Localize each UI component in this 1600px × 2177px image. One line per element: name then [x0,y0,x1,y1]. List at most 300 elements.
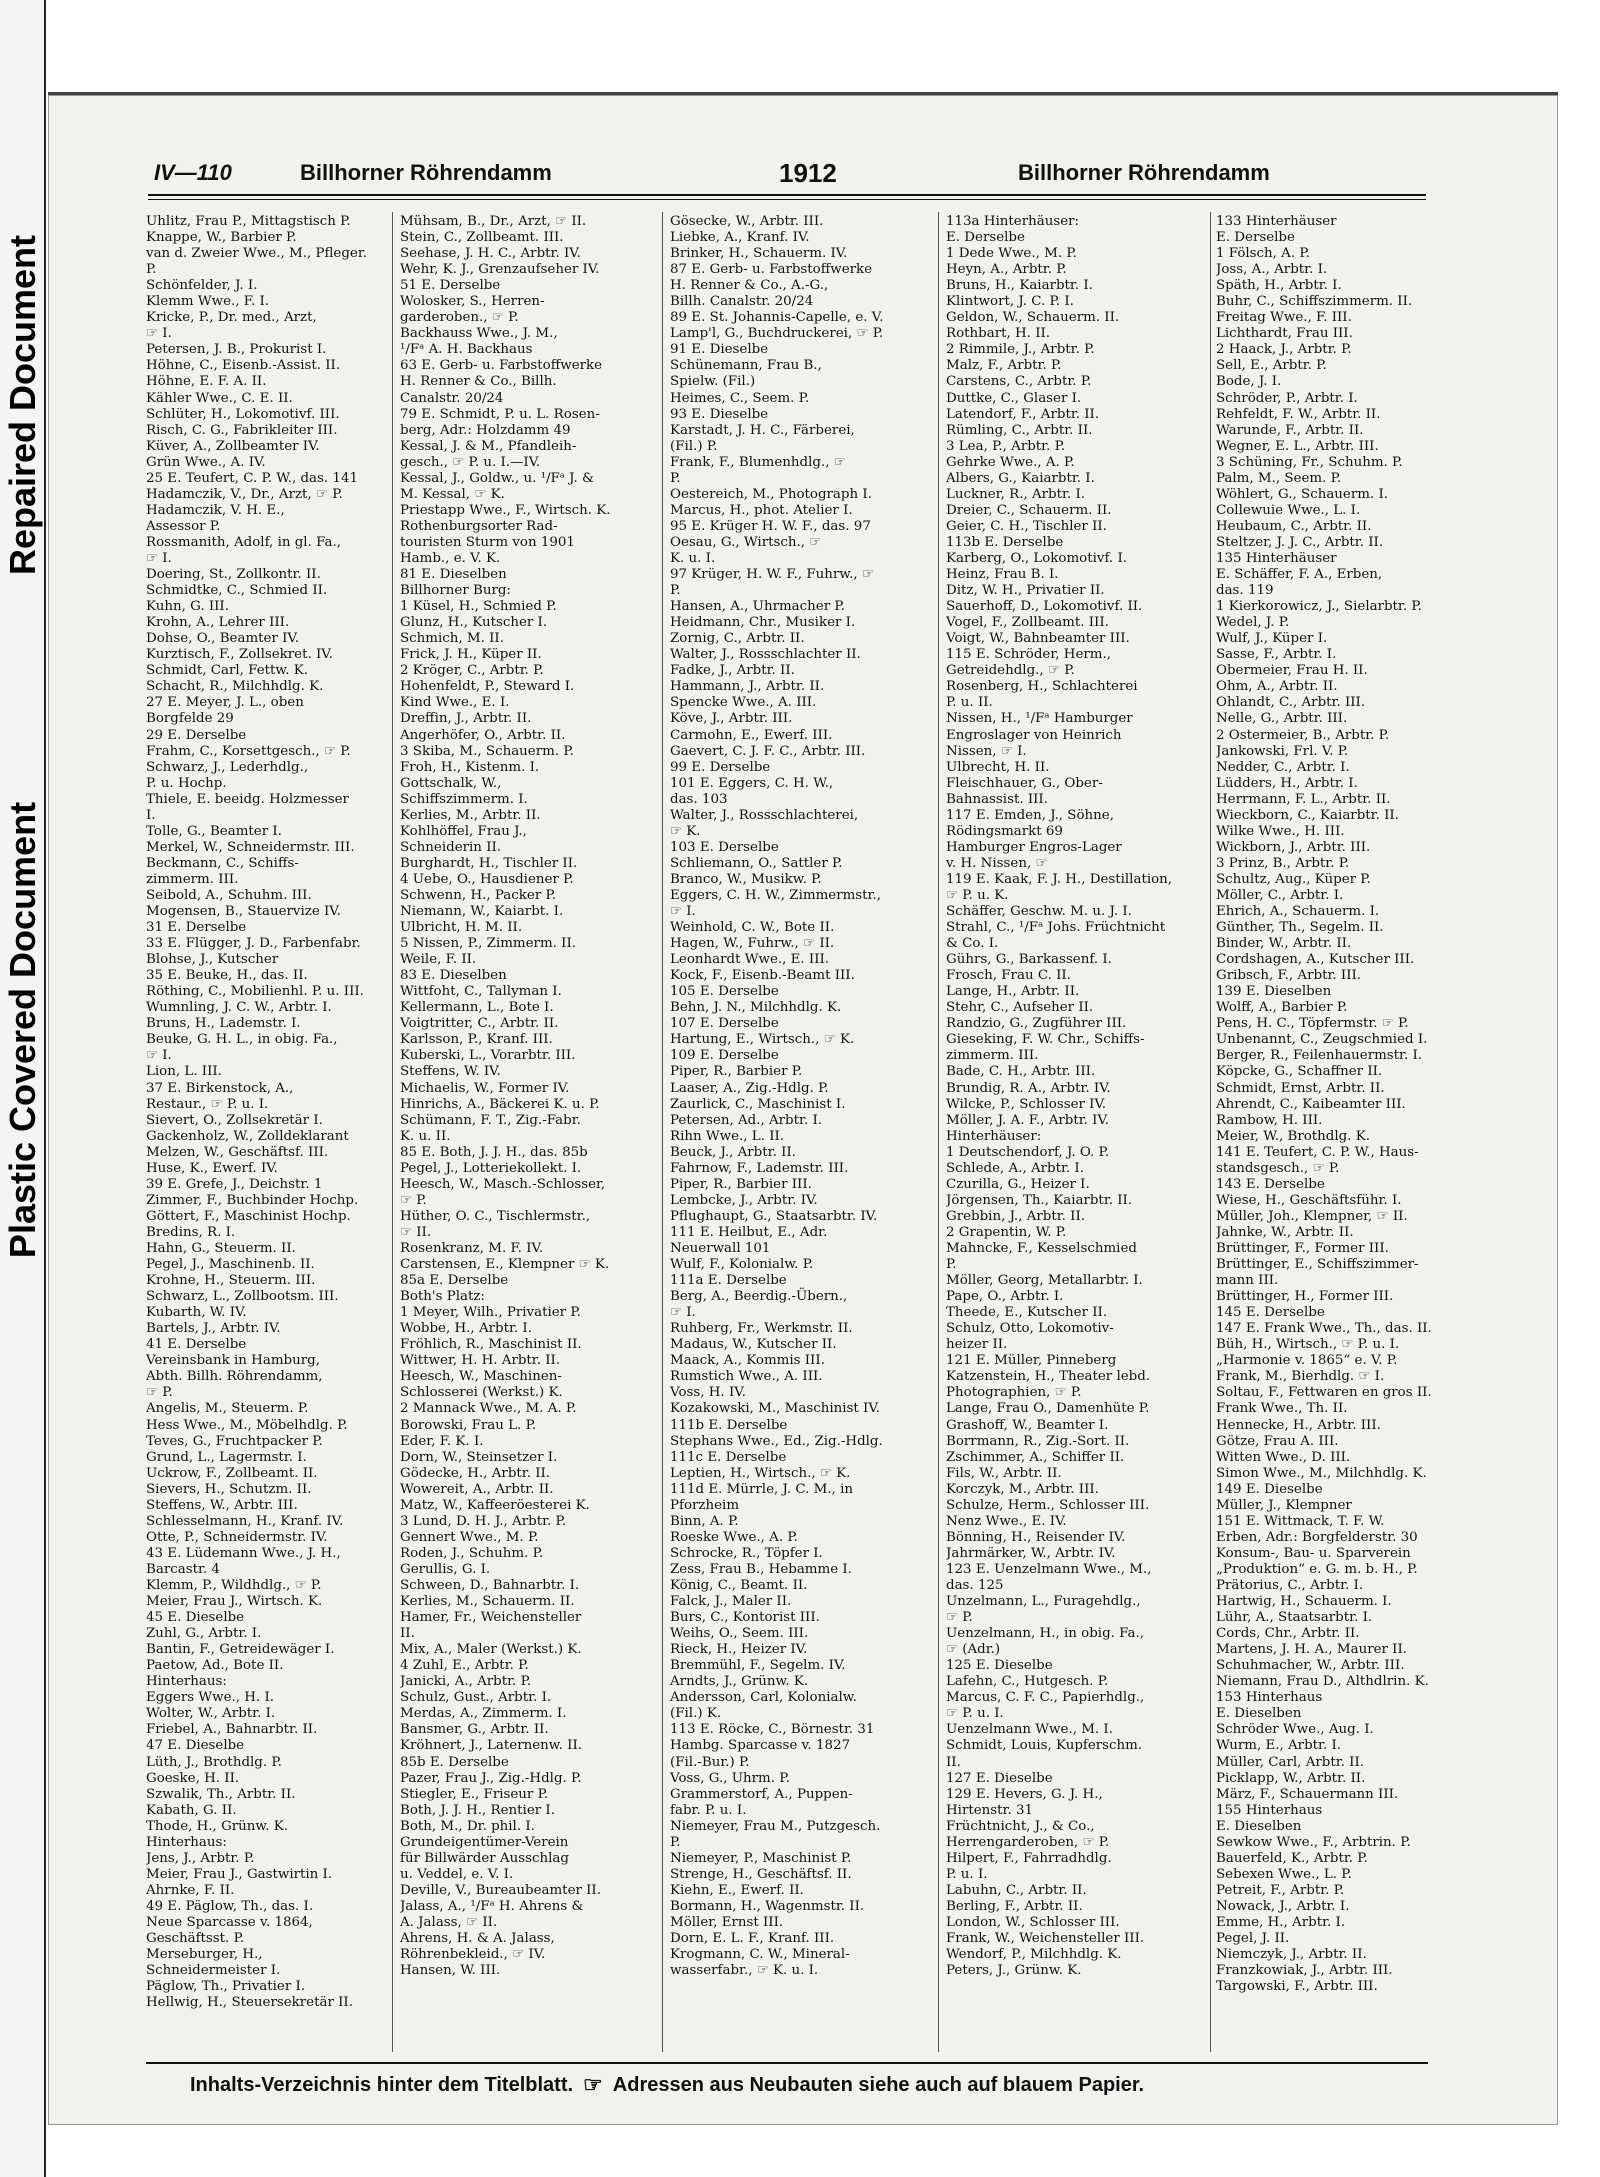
directory-line: Froh, H., Kistenm. I. [400,759,540,775]
directory-line: „Harmonie v. 1865“ e. V. P. [1216,1353,1398,1369]
directory-line: Hammann, J., Arbtr. II. [670,679,825,695]
directory-line: Backhauss Wwe., J. M., [400,326,558,342]
directory-line: Jankowski, Frl. V. P. [1216,743,1349,759]
directory-line: Weinhold, C. W., Bote II. [670,920,835,936]
directory-line: 149 E. Dieselbe [1216,1481,1323,1497]
directory-line: Teves, G., Fruchtpacker P. [146,1433,323,1449]
directory-line: Kröhnert, J., Laternenw. II. [400,1738,583,1754]
directory-line: H. Renner & Co., Billh. [400,374,557,390]
directory-line: Obermeier, Frau H. II. [1216,663,1368,679]
directory-line: Pape, O., Arbtr. I. [946,1289,1064,1305]
directory-line: Wilke Wwe., H. III. [1216,823,1345,839]
directory-line: das. 125 [946,1577,1004,1593]
directory-line: Wurm, E., Arbtr. I. [1216,1738,1342,1754]
directory-line: standsgesch., ☞ P. [1216,1160,1340,1176]
directory-line: Lion, L. III. [146,1064,222,1080]
directory-line: Dreier, C., Schauerm. II. [946,502,1112,518]
directory-line: Heyn, A., Arbtr. P. [946,262,1067,278]
directory-line: Stehr, C., Aufseher II. [946,1000,1094,1016]
directory-line: Canalstr. 20/24 [400,390,504,406]
directory-line: 3 Schüning, Fr., Schuhm. P. [1216,454,1403,470]
directory-line: Binn, A. P. [670,1513,739,1529]
directory-line: Walter, J., Rossschlachterei, [670,807,859,823]
directory-line: Both's Platz: [400,1289,485,1305]
directory-line: ☞ I. [146,1048,172,1064]
directory-line: Pens, H. C., Töpfermstr. ☞ P. [1216,1016,1409,1032]
directory-line: Mogensen, B., Stauervize IV. [146,904,341,920]
directory-line: Gödecke, H., Arbtr. II. [400,1465,551,1481]
directory-line: Wowereit, A., Arbtr. II. [400,1481,554,1497]
directory-line: Wittwer, H. H. Arbtr. II. [400,1353,561,1369]
directory-line: Schuhmacher, W., Arbtr. III. [1216,1658,1405,1674]
directory-line: Ahrens, H. & A. Jalass, [400,1931,555,1947]
directory-line: Hartwig, H., Schauerm. I. [1216,1594,1392,1610]
directory-line: Wegner, E. L., Arbtr. III. [1216,438,1379,454]
column-divider [1210,212,1211,2052]
directory-line: Grün Wwe., A. IV. [146,454,266,470]
directory-line: Joss, A., Arbtr. I. [1216,262,1328,278]
directory-line: Picklapp, W., Arbtr. II. [1216,1770,1366,1786]
directory-line: 47 E. Dieselbe [146,1738,245,1754]
directory-line: Witten Wwe., D. III. [1216,1449,1351,1465]
directory-line: Carstensen, E., Klempner ☞ K. [400,1257,610,1273]
directory-line: Erben, Adr.: Borgfelderstr. 30 [1216,1529,1418,1545]
directory-line: Bode, J. I. [1216,374,1282,390]
directory-line: Berg, A., Beerdig.-Übern., [670,1289,848,1305]
directory-line: 107 E. Derselbe [670,1016,779,1032]
directory-line: Labuhn, C., Arbtr. II. [946,1882,1087,1898]
directory-line: Borowski, Frau L. P. [400,1417,537,1433]
directory-line: P. u. Hochp. [146,775,227,791]
directory-line: P. u. I. [946,1866,988,1882]
directory-line: 85b E. Derselbe [400,1754,509,1770]
directory-line: 109 E. Derselbe [670,1048,779,1064]
directory-line: Schmich, M. II. [400,631,504,647]
directory-line: 89 E. St. Johannis-Capelle, e. V. [670,310,884,326]
directory-line: Leonhardt Wwe., E. III. [670,952,830,968]
directory-line: Stephans Wwe., Ed., Zig.-Hdlg. [670,1433,883,1449]
directory-line: Schäffer, Geschw. M. u. J. I. [946,904,1132,920]
directory-line: I. [146,807,156,823]
directory-line: Bahnassist. III. [946,791,1048,807]
directory-line: Höhne, E. F. A. II. [146,374,267,390]
directory-line: 3 Lund, D. H. J., Arbtr. P. [400,1513,567,1529]
directory-line: (Fil.) P. [670,438,718,454]
directory-line: Kiehn, E., Ewerf. II. [670,1882,804,1898]
directory-line: Rümling, C., Arbtr. II. [946,422,1093,438]
directory-line: Falck, J., Maler II. [670,1594,792,1610]
directory-line: Rosenkranz, M. F. IV. [400,1241,544,1256]
directory-line: Tolle, G., Beamter I. [146,823,282,839]
directory-line: 139 E. Dieselben [1216,984,1332,1000]
directory-line: Knappe, W., Barbier P. [146,230,297,246]
directory-line: Rumstich Wwe., A. III. [670,1369,823,1385]
directory-line: 2 Haack, J., Arbtr. P. [1216,342,1352,358]
directory-line: Zimmer, F., Buchbinder Hochp. [146,1192,359,1208]
directory-line: Franzkowiak, J., Arbtr. III. [1216,1963,1393,1979]
directory-line: Blohse, J., Kutscher [146,952,279,968]
directory-line: Meier, W., Brothdlg. K. [1216,1128,1370,1144]
directory-line: Gackenholz, W., Zolldeklarant [146,1128,349,1144]
directory-line: Strahl, C., ¹/Fᵃ Johs. Früchtnicht [946,920,1166,936]
directory-line: 125 E. Dieselbe [946,1658,1053,1674]
directory-line: Randzio, G., Zugführer III. [946,1016,1127,1032]
directory-line: Gottschalk, W., [400,775,502,791]
directory-line: Klintwort, J. C. P. I. [946,294,1074,310]
directory-line: Billhorner Burg: [400,583,511,599]
directory-line: Beuck, J., Arbtr. II. [670,1144,796,1160]
directory-line: Gaevert, C. J. F. C., Arbtr. III. [670,743,866,759]
directory-line: Frosch, Frau C. II. [946,968,1071,984]
directory-line: Soltau, F., Fettwaren en gros II. [1216,1385,1432,1401]
directory-line: 135 Hinterhäuser [1216,550,1337,566]
directory-line: Grund, L., Lagermstr. I. [146,1449,307,1465]
directory-line: Niemann, Frau D., Althdlrin. K. [1216,1674,1429,1690]
directory-line: Grashoff, W., Beamter I. [946,1417,1109,1433]
directory-line: 1 Deutschendorf, J. O. P. [946,1144,1110,1160]
directory-line: Kerlies, M., Schauerm. II. [400,1594,575,1610]
directory-line: Steltzer, J. J. C., Arbtr. II. [1216,534,1384,550]
directory-line: ☞ K. [670,823,701,839]
directory-line: ☞ P. u. I. [946,1706,1004,1722]
directory-line: Marcus, H., phot. Atelier I. [670,502,853,518]
directory-line: ☞ I. [146,550,172,566]
directory-line: 111d E. Mürrle, J. C. M., in [670,1481,854,1497]
directory-line: Walter, J., Rossschlachter II. [670,647,861,663]
directory-line: ☞ P. u. K. [946,887,1009,903]
directory-line: Wolter, W., Arbtr. I. [146,1706,276,1722]
directory-column-5 [1216,214,1478,2054]
directory-line: Oesau, G., Wirtsch., ☞ [670,534,822,550]
directory-line: Wolosker, S., Herren- [400,294,545,310]
directory-line: Niemczyk, J., Arbtr. II. [1216,1947,1367,1963]
directory-line: Frahm, C., Korsettgesch., ☞ P. [146,743,351,759]
directory-line: 43 E. Lüdemann Wwe., J. H., [146,1545,341,1561]
directory-line: 85 E. Both, J. J. H., das. 85b [400,1144,588,1160]
directory-line: Lange, H., Arbtr. II. [946,984,1080,1000]
directory-line: Röthing, C., Mobilienhl. P. u. III. [146,984,364,1000]
directory-line: Brundig, R. A., Arbtr. IV. [946,1080,1111,1096]
directory-line: Grammerstorf, A., Puppen- [670,1786,853,1802]
directory-line: Herrengarderoben, ☞ P. [946,1834,1110,1850]
directory-line: Frank, M., Bierhdlg. ☞ I. [1216,1369,1385,1385]
directory-line: Schwarz, J., Lederhdlg., [146,759,309,775]
directory-line: Sauerhoff, D., Lokomotivf. II. [946,599,1143,615]
side-label-repaired [0,60,46,750]
directory-line: Wulf, J., Küper I. [1216,631,1328,647]
directory-line: Nelle, G., Arbtr. III. [1216,711,1348,727]
header-rule-thin [148,199,1426,200]
directory-line: Spielw. (Fil.) [670,374,756,390]
directory-line: Deville, V., Bureaubeamter II. [400,1882,601,1898]
directory-line: Hohenfeldt, P., Steward I. [400,679,575,695]
directory-line: 41 E. Derselbe [146,1337,247,1353]
directory-line: Janicki, A., Arbtr. P. [400,1674,532,1690]
directory-line: Krohne, H., Steuerm. III. [146,1273,316,1289]
directory-line: ☞ P. [946,1610,973,1626]
directory-line: 113b E. Derselbe [946,534,1064,550]
directory-line: K. u. I. [670,550,716,566]
directory-line: Emme, H., Arbtr. I. [1216,1914,1346,1930]
directory-line: berg, Adr.: Holzdamm 49 [400,422,571,438]
directory-line: Heubaum, C., Arbtr. II. [1216,518,1372,534]
directory-line: Behn, J. N., Milchhdlg. K. [670,1000,842,1016]
directory-line: Roden, J., Schuhm. P. [400,1545,544,1561]
directory-line: Burs, C., Kontorist III. [670,1610,820,1626]
directory-line: Angelis, M., Steuerm. P. [146,1401,309,1417]
directory-line: Latendorf, F., Arbtr. II. [946,406,1100,422]
directory-line: Heinz, Frau B. I. [946,567,1059,583]
directory-line: Hambg. Sparcasse v. 1827 [670,1738,851,1754]
directory-line: 129 E. Hevers, G. J. H., [946,1786,1103,1802]
directory-line: Collewuie Wwe., L. I. [1216,502,1361,518]
directory-line: Frank, W., Weichensteller III. [946,1931,1145,1947]
directory-line: 111 E. Heilbut, E., Adr. [670,1224,828,1240]
directory-line: 37 E. Birkenstock, A., [146,1080,294,1096]
directory-line: 141 E. Teufert, C. P. W., Haus- [1216,1144,1419,1160]
footer-rule [146,2062,1428,2064]
directory-line: Schulz, Gust., Arbtr. I. [400,1690,552,1706]
directory-line: Branco, W., Musikw. P. [670,871,822,887]
directory-line: Schlüter, H., Lokomotivf. III. [146,406,340,422]
directory-line: Niemeyer, P., Maschinist P. [670,1850,852,1866]
directory-line: 119 E. Kaak, F. J. H., Destillation, [946,871,1173,887]
directory-line: Matz, W., Kaffeeröesterei K. [400,1497,590,1513]
directory-line: garderoben., ☞ P. [400,310,519,326]
directory-line: Krogmann, C. W., Mineral- [670,1947,850,1963]
directory-line: Otte, P., Schneidermstr. IV. [146,1529,328,1545]
directory-line: März, F., Schauermann III. [1216,1786,1399,1802]
directory-line: 51 E. Derselbe [400,278,501,294]
directory-line: Schmidtke, C., Schmied II. [146,583,328,599]
directory-line: Targowski, F., Arbtr. III. [1216,1979,1378,1995]
directory-line: Nowack, J., Arbtr. I. [1216,1898,1350,1914]
directory-line: Getreidehdlg., ☞ P. [946,663,1075,679]
directory-line: Voss, H. IV. [670,1385,746,1401]
directory-line: Merkel, W., Schneidermstr. III. [146,839,355,855]
directory-line: P. u. II. [946,695,993,711]
directory-line: Uckrow, F., Zollbeamt. II. [146,1465,318,1481]
page-reference: IV—110 [154,160,232,185]
directory-line: E. Derselbe [1216,230,1295,246]
directory-line: Leptien, H., Wirtsch., ☞ K. [670,1465,851,1481]
side-label-plastic [0,760,46,1300]
directory-line: Heesch, W., Maschinen- [400,1369,562,1385]
directory-line: Sasse, F., Arbtr. I. [1216,647,1337,663]
directory-line: 31 E. Derselbe [146,920,247,936]
directory-line: Thiele, E. beeidg. Holzmesser [146,791,349,807]
directory-line: Billh. Canalstr. 20/24 [670,294,814,310]
directory-line: Cords, Chr., Arbtr. II. [1216,1626,1360,1642]
directory-line: Rieck, H., Heizer IV. [670,1642,808,1658]
directory-line: Seehase, J. H. C., Arbtr. IV. [400,246,581,262]
directory-line: 39 E. Grefe, J., Deichstr. 1 [146,1176,323,1192]
directory-line: Eggers Wwe., H. I. [146,1690,275,1706]
directory-line: u. Veddel, e. V. I. [400,1866,514,1882]
directory-line: Kricke, P., Dr. med., Arzt, [146,310,317,326]
directory-line: Voigt, W., Bahnbeamter III. [946,631,1130,647]
directory-line: Assessor P. [146,518,221,534]
directory-line: Grebbin, J., Arbtr. II. [946,1208,1085,1224]
directory-line: 79 E. Schmidt, P. u. L. Rosen- [400,406,600,422]
directory-line: 103 E. Derselbe [670,839,779,855]
directory-line: 113a Hinterhäuser: [946,214,1080,229]
directory-line: Zaurlick, C., Maschinist I. [670,1096,846,1112]
directory-line: Gührs, G., Barkassenf. I. [946,952,1112,968]
directory-line: 143 E. Derselbe [1216,1176,1325,1192]
directory-line: Liebke, A., Kranf. IV. [670,230,810,246]
directory-line: Pforzheim [670,1497,740,1513]
directory-line: Dorn, E. L. F., Kranf. III. [670,1931,835,1947]
directory-line: Luckner, R., Arbtr. I. [946,486,1085,502]
directory-line: Späth, H., Arbtr. I. [1216,278,1342,294]
directory-line: Michaelis, W., Former IV. [400,1080,570,1096]
directory-line: Kessal, J., Goldw., u. ¹/Fᵃ J. & [400,470,594,486]
directory-line: 29 E. Derselbe [146,727,247,743]
directory-line: 2 Ostermeier, B., Arbtr. P. [1216,727,1390,743]
directory-line: 127 E. Dieselbe [946,1770,1053,1786]
directory-line: Hinterhäuser: [946,1128,1042,1144]
directory-column-4 [946,214,1208,2054]
directory-line: Berling, F., Arbtr. II. [946,1898,1083,1914]
directory-line: Müller, Joh., Klempner, ☞ II. [1216,1208,1408,1224]
directory-line: 111c E. Derselbe [670,1449,787,1465]
directory-line: heizer II. [946,1337,1008,1353]
directory-line: Pegel, J., Maschinenb. II. [146,1257,315,1273]
directory-line: 87 E. Gerb- u. Farbstoffwerke [670,262,873,278]
directory-line: 33 E. Flügger, J. D., Farbenfabr. [146,936,361,952]
directory-line: Unbenannt, C., Zeugschmied I. [1216,1032,1428,1048]
directory-line: Petersen, J. B., Prokurist I. [146,342,327,358]
directory-line: Borrmann, R., Zig.-Sort. II. [946,1433,1130,1449]
directory-line: Klemm, P., Wildhdlg., ☞ P. [146,1577,322,1593]
directory-line: 1 Kierkorowicz, J., Sielarbtr. P. [1216,599,1422,615]
directory-line: 3 Prinz, B., Arbtr. P. [1216,855,1350,871]
directory-line: Beuke, G. H. L., in obig. Fa., [146,1032,338,1048]
directory-line: Hilpert, F., Fahrradhdlg. [946,1850,1112,1866]
directory-line: Steffens, W., Arbtr. III. [146,1497,298,1513]
directory-line: Schlesselmann, H., Kranf. IV. [146,1513,344,1529]
directory-line: Brüttinger, F., Former III. [1216,1241,1389,1256]
directory-line: Wiese, H., Geschäftsführ. I. [1216,1192,1402,1208]
directory-line: Kind Wwe., E. I. [400,695,510,711]
directory-line: Frank, F., Blumenhdlg., ☞ [670,454,846,470]
directory-column-2 [400,214,658,2054]
directory-line: das. 119 [1216,583,1274,599]
directory-line: Hinrichs, A., Bäckerei K. u. P. [400,1096,600,1112]
directory-line: Petreit, F., Arbtr. P. [1216,1882,1345,1898]
column-divider [662,212,663,2052]
directory-line: 3 Skiba, M., Schauerm. P. [400,743,574,759]
directory-line: Seibold, A., Schuhm. III. [146,887,312,903]
directory-line: P. [670,470,681,486]
directory-line: 95 E. Krüger H. W. F., das. 97 [670,518,871,534]
side-label-plastic-text: Plastic Covered Document [2,801,44,1259]
directory-line: (Fil.) K. [670,1706,722,1722]
directory-line: Uhlitz, Frau P., Mittagstisch P. [146,214,351,229]
directory-line: E. Schäffer, F. A., Erben, [1216,567,1383,583]
directory-line: touristen Sturm von 1901 [400,534,575,550]
directory-line: ☞ P. [400,1192,427,1208]
directory-line: Wittfoht, C., Tallyman I. [400,984,562,1000]
directory-line: Freitag Wwe., F. III. [1216,310,1352,326]
directory-line: Wöhlert, G., Schauerm. I. [1216,486,1389,502]
directory-line: Karstadt, J. H. C., Färberei, [670,422,855,438]
directory-line: Huse, K., Ewerf. IV. [146,1160,278,1176]
directory-line: Gehrke Wwe., A. P. [946,454,1075,470]
directory-line: Hamburger Engros-Lager [946,839,1122,855]
directory-line: Priestapp Wwe., F., Wirtsch. K. [400,502,611,518]
directory-line: Wieckborn, C., Kaiarbtr. II. [1216,807,1399,823]
directory-line: Madaus, W., Kutscher II. [670,1337,837,1353]
directory-line: Goeske, H. II. [146,1770,240,1786]
directory-line: Warunde, F., Arbtr. II. [1216,422,1364,438]
directory-line: Melzen, W., Geschäftsf. III. [146,1144,329,1160]
page-header [104,150,1414,190]
directory-line: Lüth, J., Brothdlg. P. [146,1754,282,1770]
directory-line: Kohlhöffel, Frau J., [400,823,527,839]
directory-line: Ahrnke, F. II. [146,1882,235,1898]
directory-line: fabr. P. u. I. [670,1802,747,1818]
directory-line: Roeske Wwe., A. P. [670,1529,798,1545]
directory-line: M. Kessal, ☞ K. [400,486,505,502]
directory-line: ☞ (Adr.) [946,1642,1001,1658]
directory-line: Jalass, A., ¹/Fᵃ H. Ahrens & [400,1898,584,1914]
directory-line: Niemeyer, Frau M., Putzgesch. [670,1818,881,1834]
directory-line: Schultz, Aug., Küper P. [1216,871,1371,887]
directory-line: 101 E. Eggers, C. H. W., [670,775,834,791]
directory-line: Steffens, W. IV. [400,1064,501,1080]
directory-line: Schulz, Otto, Lokomotiv- [946,1321,1114,1337]
directory-line: Schröder, P., Arbtr. I. [1216,390,1358,406]
directory-line: Uenzelmann, H., in obig. Fa., [946,1626,1145,1642]
directory-line: Meier, Frau J., Wirtsch. K. [146,1594,323,1610]
directory-line: London, W., Schlosser III. [946,1914,1120,1930]
directory-line: Sievers, H., Schutzm. II. [146,1481,312,1497]
directory-line: v. H. Nissen, ☞ [946,855,1048,871]
directory-line: Katzenstein, H., Theater lebd. [946,1369,1151,1385]
directory-line: Karlsson, P., Kranf. III. [400,1032,553,1048]
directory-line: wasserfabr., ☞ K. u. I. [670,1963,819,1979]
directory-line: Sewkow Wwe., F., Arbtrin. P. [1216,1834,1411,1850]
directory-line: Hagen, W., Fuhrw., ☞ II. [670,936,835,952]
directory-line: Gribsch, F., Arbtr. III. [1216,968,1362,984]
directory-line: Pegel, J. II. [1216,1931,1290,1947]
directory-line: Weile, F. II. [400,952,477,968]
directory-line: Sell, E., Arbtr. P. [1216,358,1327,374]
directory-line: Schmidt, Carl, Fettw. K. [146,663,309,679]
directory-line: Malz, F., Arbtr. P. [946,358,1062,374]
directory-line: Mahncke, F., Kesselschmied [946,1241,1137,1256]
directory-line: Büh, H., Wirtsch., ☞ P. u. I. [1216,1337,1400,1353]
directory-line: Strenge, H., Geschäftsf. II. [670,1866,852,1882]
directory-line: II. [946,1754,961,1770]
directory-line: Kurztisch, F., Zollsekret. IV. [146,647,333,663]
directory-line: Gieseking, F. W. Chr., Schiffs- [946,1032,1145,1048]
header-rule [148,194,1426,196]
directory-line: Prätorius, C., Arbtr. I. [1216,1577,1364,1593]
directory-line: Oestereich, M., Photograph I. [670,486,872,502]
directory-column-3 [670,214,932,2054]
page-footer [190,2068,1450,2102]
directory-line: Both, J. J. H., Rentier I. [400,1802,555,1818]
directory-line: Lamp'l, G., Buchdruckerei, ☞ P. [670,326,884,342]
directory-line: Wedel, J. P. [1216,615,1290,631]
directory-line: Wumnling, J. C. W., Arbtr. I. [146,1000,332,1016]
directory-line: Carmohn, E., Ewerf. III. [670,727,833,743]
directory-line: Schliemann, O., Sattler P. [670,855,843,871]
directory-line: Pazer, Frau J., Zig.-Hdlg. P. [400,1770,582,1786]
